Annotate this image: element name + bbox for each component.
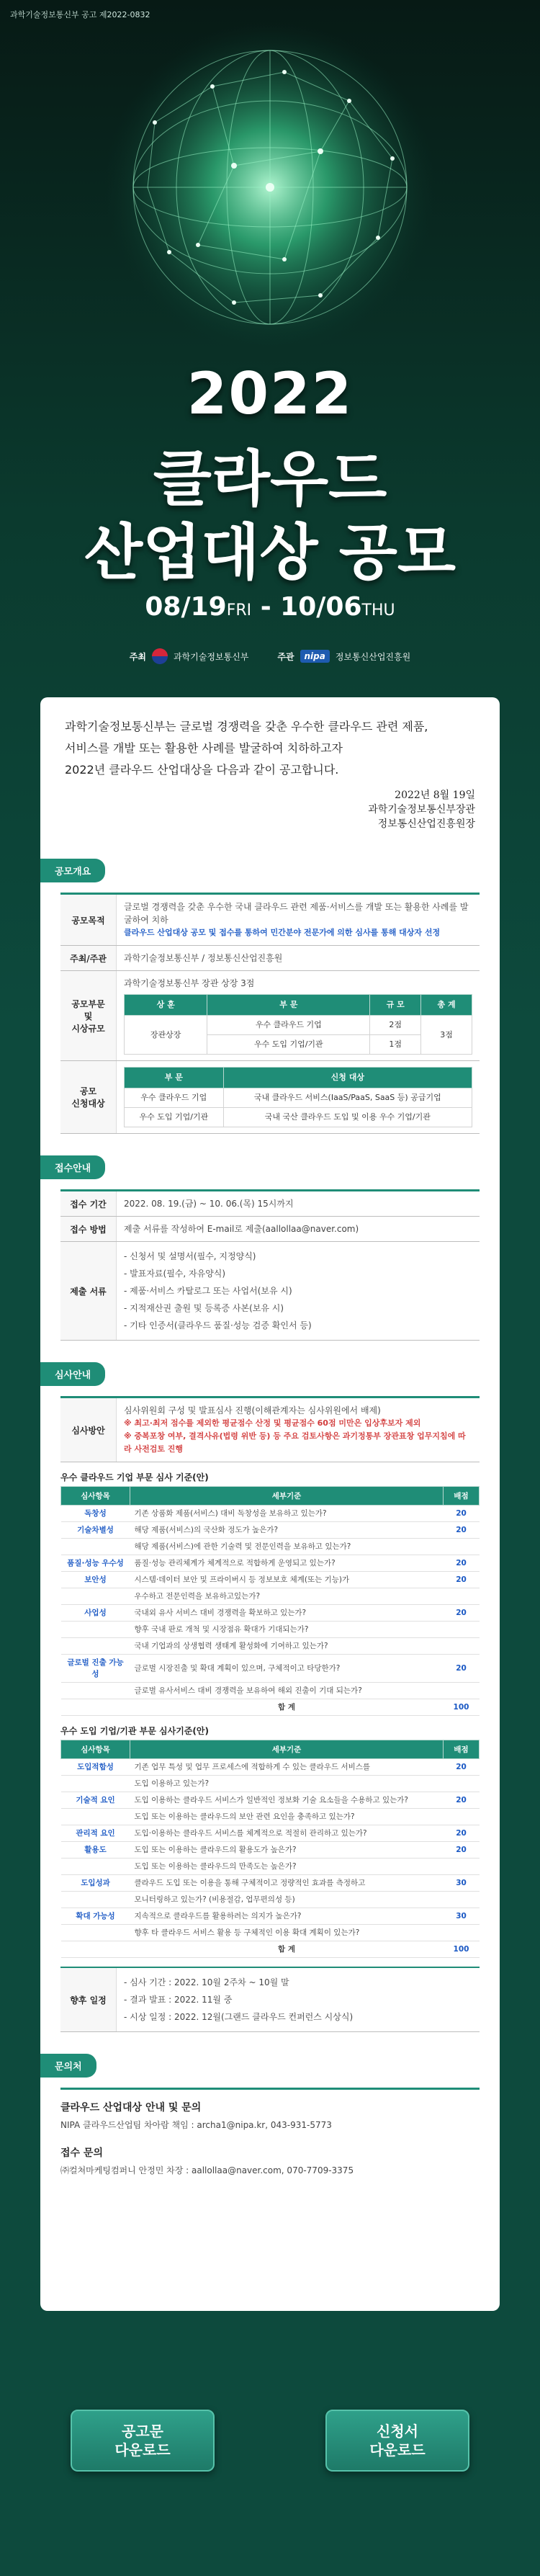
prize-label-line: 및 bbox=[84, 1011, 93, 1021]
target-value bbox=[117, 1061, 480, 1133]
table-row bbox=[61, 1539, 480, 1555]
method-label: 접수 방법 bbox=[60, 1217, 117, 1241]
method-row bbox=[60, 1217, 480, 1242]
criteria-category bbox=[61, 1776, 130, 1792]
organizer-name: 과학기술정보통신부 bbox=[173, 651, 249, 662]
criteria-category: 기술적 요인 bbox=[61, 1792, 130, 1809]
criteria-category: 도입적합성 bbox=[61, 1759, 130, 1776]
list-item: - 제품·서비스 카탈로그 또는 사업서(보유 시) bbox=[124, 1286, 292, 1296]
date-end-day: THU bbox=[361, 601, 395, 620]
table1-title: 우수 클라우드 기업 부문 심사 기준(안) bbox=[60, 1472, 209, 1482]
docs-list bbox=[124, 1248, 472, 1334]
prize-category: 우수 도입 기업/기관 bbox=[207, 1035, 370, 1055]
criteria-category: 글로벌 진출 가능성 bbox=[61, 1655, 130, 1683]
table-header: 부 문 bbox=[207, 995, 370, 1016]
criteria-score bbox=[444, 1622, 480, 1638]
section-contact bbox=[55, 2054, 480, 2176]
prize-label bbox=[60, 971, 117, 1060]
prize-table bbox=[124, 994, 472, 1055]
table-row bbox=[61, 1759, 480, 1776]
table-row bbox=[61, 1605, 480, 1622]
criteria-category: 기술차별성 bbox=[61, 1522, 130, 1539]
criteria-desc: 도입 이용하고 있는가? bbox=[130, 1776, 444, 1792]
target-desc: 국내 클라우드 서비스(IaaS/PaaS, SaaS 등) 공급기업 bbox=[223, 1088, 472, 1108]
section-overview bbox=[55, 859, 480, 1134]
table-row bbox=[61, 1892, 480, 1908]
taegeuk-logo-icon bbox=[152, 648, 168, 664]
hero-title-line3: 산업대상 공모 bbox=[84, 517, 456, 588]
prize-count: 1점 bbox=[370, 1035, 421, 1055]
button-label: 다운로드 bbox=[114, 2441, 171, 2459]
criteria-score bbox=[444, 1683, 480, 1699]
criteria-category: 독창성 bbox=[61, 1506, 130, 1522]
organizer-label: 주최 bbox=[129, 651, 146, 662]
total-label: 합 계 bbox=[130, 1699, 444, 1716]
criteria-category bbox=[61, 1638, 130, 1655]
criteria-desc: 도입 이용하는 클라우드 서비스가 일반적인 정보화 기술 요소들을 수용하고 있는가? bbox=[130, 1792, 444, 1809]
reception-info: ㈜컬쳐마케팅컴퍼니 안정민 차장 : aallollaa@naver.com, 070-7709-3375 bbox=[60, 2165, 354, 2175]
purpose-row bbox=[60, 895, 480, 946]
target-category: 우수 클라우드 기업 bbox=[125, 1088, 224, 1108]
target-label bbox=[60, 1061, 117, 1133]
section-header: 문의처 bbox=[40, 2054, 96, 2078]
section-review bbox=[55, 1362, 480, 2032]
section-apply bbox=[55, 1155, 480, 1341]
criteria-desc: 국내외 유사 서비스 대비 경쟁력을 확보하고 있는가? bbox=[130, 1605, 444, 1622]
section-header: 심사안내 bbox=[40, 1362, 105, 1386]
table-row bbox=[61, 1572, 480, 1588]
review-note: ※ 중복포창 여부, 결격사유(법령 위반 등) 등 주요 검토사항은 과기정통부 장관표창 업무지침에 따라 사전검토 진행 bbox=[124, 1431, 466, 1454]
operator bbox=[277, 650, 410, 663]
criteria-desc: 클라우드 도입 또는 이용을 통해 구체적이고 정량적인 효과를 측정하고 bbox=[130, 1875, 444, 1892]
table-header: 총 계 bbox=[421, 995, 472, 1016]
table-header: 부 문 bbox=[125, 1068, 224, 1088]
hero-year: 2022 bbox=[186, 360, 354, 427]
hero-dates bbox=[0, 592, 540, 622]
review-note: ※ 최고·최저 점수를 제외한 평균점수 산정 및 평균점수 60점 미만은 입상후보자 제외 bbox=[124, 1418, 421, 1428]
schedule-label: 향후 일정 bbox=[60, 1968, 117, 2031]
prize-award: 장관상장 bbox=[125, 1016, 207, 1055]
host-value: 과학기술정보통신부 / 정보통신산업진흥원 bbox=[124, 953, 283, 963]
prize-row bbox=[60, 971, 480, 1061]
method-value: 제출 서류를 작성하여 E-mail로 제출(aallollaa@naver.com) bbox=[124, 1224, 359, 1234]
criteria-score: 20 bbox=[444, 1825, 480, 1842]
criteria-desc: 지속적으로 클라우드를 활용하려는 의지가 높은가? bbox=[130, 1908, 444, 1925]
criteria-score: 20 bbox=[444, 1759, 480, 1776]
table-row bbox=[61, 1506, 480, 1522]
criteria-desc: 해당 제품(서비스)에 관한 기술력 및 전문인력을 보유하고 있는가? bbox=[130, 1539, 444, 1555]
reception-title: 접수 문의 bbox=[60, 2147, 103, 2159]
target-label-line: 공모 bbox=[79, 1086, 97, 1096]
button-label: 공고문 bbox=[122, 2423, 163, 2440]
criteria-desc: 도입 또는 이용하는 클라우드의 만족도는 높은가? bbox=[130, 1859, 444, 1875]
divider bbox=[60, 2088, 480, 2090]
prize-title: 과학기술정보통신부 장관 상장 3점 bbox=[124, 978, 255, 988]
table-row bbox=[61, 1842, 480, 1859]
organizer bbox=[130, 648, 249, 664]
schedule-row bbox=[60, 1967, 480, 2032]
list-item: - 지적재산권 출원 및 등록증 사본(보유 시) bbox=[124, 1303, 284, 1313]
criteria-category: 보안성 bbox=[61, 1572, 130, 1588]
criteria-category bbox=[61, 1859, 130, 1875]
criteria-score bbox=[444, 1859, 480, 1875]
intro-line: 2022년 클라우드 산업대상을 다음과 같이 공고합니다. bbox=[65, 763, 339, 777]
table-row bbox=[61, 1776, 480, 1792]
table-total-row bbox=[61, 1941, 480, 1958]
table-header: 규 모 bbox=[370, 995, 421, 1016]
list-item: - 기타 인증서(클라우드 품질·성능 검증 확인서 등) bbox=[124, 1320, 312, 1331]
signature bbox=[40, 781, 500, 831]
table-header: 배점 bbox=[444, 1487, 480, 1506]
criteria-category bbox=[61, 1588, 130, 1605]
list-item: - 심사 기간 : 2022. 10월 2주차 ~ 10월 말 bbox=[124, 1977, 289, 1987]
table2-title: 우수 도입 기업/기관 부문 심사기준(안) bbox=[60, 1726, 209, 1736]
criteria-category bbox=[61, 1892, 130, 1908]
schedule-list bbox=[124, 1974, 472, 2026]
criteria-score bbox=[444, 1588, 480, 1605]
table-header: 심사항목 bbox=[61, 1487, 130, 1506]
docs-label: 제출 서류 bbox=[60, 1242, 117, 1340]
criteria-desc: 기존 업무 특성 및 업무 프로세스에 적합하게 수 있는 클라우드 서비스를 bbox=[130, 1759, 444, 1776]
criteria-category: 활용도 bbox=[61, 1842, 130, 1859]
review-method-row bbox=[60, 1398, 480, 1462]
table-row bbox=[61, 1638, 480, 1655]
table-row bbox=[61, 1792, 480, 1809]
criteria-score: 20 bbox=[444, 1522, 480, 1539]
contact-title: 클라우드 산업대상 안내 및 문의 bbox=[60, 2102, 202, 2114]
criteria-category: 확대 가능성 bbox=[61, 1908, 130, 1925]
table-row bbox=[61, 1522, 480, 1539]
button-label: 신청서 bbox=[377, 2423, 418, 2440]
host-row bbox=[60, 946, 480, 971]
table-row bbox=[61, 1622, 480, 1638]
total-label: 합 계 bbox=[130, 1941, 444, 1958]
notice-download-button[interactable] bbox=[71, 2410, 215, 2472]
criteria-category: 관리적 요인 bbox=[61, 1825, 130, 1842]
criteria-score bbox=[444, 1539, 480, 1555]
review-method-text: 심사위원회 구성 및 발표심사 진행(이해관계자는 심사위원에서 배제) bbox=[124, 1405, 381, 1416]
table-header: 신청 대상 bbox=[223, 1068, 472, 1088]
criteria-category bbox=[61, 1925, 130, 1941]
review-table-company bbox=[60, 1486, 480, 1716]
intro-line: 과학기술정보통신부는 글로벌 경쟁력을 갖춘 우수한 클라우드 관련 제품, bbox=[65, 720, 428, 733]
button-label: 다운로드 bbox=[369, 2441, 426, 2459]
hosts bbox=[0, 648, 540, 664]
target-row bbox=[60, 1061, 480, 1134]
criteria-score: 30 bbox=[444, 1908, 480, 1925]
period-row bbox=[60, 1191, 480, 1217]
criteria-score: 20 bbox=[444, 1655, 480, 1683]
table-row bbox=[61, 1875, 480, 1892]
table-total-row bbox=[61, 1699, 480, 1716]
docs-row bbox=[60, 1242, 480, 1341]
schedule-value bbox=[117, 1968, 480, 2031]
notice-date: 2022년 8월 19일 bbox=[395, 790, 475, 801]
network-globe-graphic bbox=[68, 22, 472, 353]
criteria-score: 20 bbox=[444, 1792, 480, 1809]
intro-text bbox=[40, 697, 500, 781]
table-row bbox=[61, 1655, 480, 1683]
intro-line: 서비스를 개발 또는 활용한 사례를 발굴하여 치하하고자 bbox=[65, 741, 343, 755]
criteria-desc: 모니터링하고 있는가? (비용절감, 업무편의성 등) bbox=[130, 1892, 444, 1908]
target-table bbox=[124, 1067, 472, 1127]
period-label: 접수 기간 bbox=[60, 1191, 117, 1216]
criteria-score bbox=[444, 1809, 480, 1825]
list-item: - 시상 일정 : 2022. 12월(그랜드 클라우드 컨퍼런스 시상식) bbox=[124, 2012, 354, 2022]
criteria-category: 도입성과 bbox=[61, 1875, 130, 1892]
prize-value bbox=[117, 971, 480, 1060]
list-item: - 결과 발표 : 2022. 11월 중 bbox=[124, 1995, 233, 2005]
criteria-desc: 글로벌 시장진출 및 확대 계획이 있으며, 구체적이고 타당한가? bbox=[130, 1655, 444, 1683]
signer-2: 정보통신산업진흥원장 bbox=[377, 818, 475, 830]
criteria-score: 20 bbox=[444, 1605, 480, 1622]
hero-title-line2: 클라우드 bbox=[153, 444, 387, 514]
prize-category: 우수 클라우드 기업 bbox=[207, 1016, 370, 1035]
criteria-score: 20 bbox=[444, 1572, 480, 1588]
period-value: 2022. 08. 19.(금) ~ 10. 06.(목) 15시까지 bbox=[124, 1199, 294, 1209]
criteria-desc: 우수하고 전문인력을 보유하고있는가? bbox=[130, 1588, 444, 1605]
prize-label-line: 시상규모 bbox=[71, 1023, 105, 1034]
date-end: 10/06 bbox=[280, 592, 362, 622]
criteria-desc: 기존 상품화 제품(서비스) 대비 독창성을 보유하고 있는가? bbox=[130, 1506, 444, 1522]
criteria-category bbox=[61, 1622, 130, 1638]
criteria-score bbox=[444, 1892, 480, 1908]
table-row bbox=[61, 1588, 480, 1605]
section-header: 접수안내 bbox=[40, 1155, 105, 1179]
notice-number: 과학기술정보통신부 공고 제2022-0832 bbox=[10, 10, 150, 19]
signer-1: 과학기술정보통신부장관 bbox=[368, 804, 475, 815]
table-header: 배점 bbox=[444, 1740, 480, 1759]
purpose-label: 공모목적 bbox=[60, 895, 117, 945]
table-header: 상 훈 bbox=[125, 995, 207, 1016]
review-method-value bbox=[117, 1398, 480, 1462]
purpose-highlight: 클라우드 산업대상 공모 및 접수를 통하여 민간분야 전문가에 의한 심사를 통해 대상자 선정 bbox=[124, 928, 441, 937]
criteria-category: 사업성 bbox=[61, 1605, 130, 1622]
criteria-score: 20 bbox=[444, 1555, 480, 1572]
operator-label: 주관 bbox=[277, 651, 294, 662]
table-row bbox=[61, 1859, 480, 1875]
docs-value bbox=[117, 1242, 480, 1340]
prize-label-line: 공모부문 bbox=[71, 998, 105, 1009]
date-separator: - bbox=[251, 592, 281, 622]
criteria-desc: 향후 국내 판로 개척 및 시장점유 확대가 기대되는가? bbox=[130, 1622, 444, 1638]
criteria-desc: 도입 또는 이용하는 클라우드의 보안 관련 요인을 충족하고 있는가? bbox=[130, 1809, 444, 1825]
criteria-desc: 시스템·데이터 보안 및 프라이버시 등 정보보호 체계(또는 기능)가 bbox=[130, 1572, 444, 1588]
operator-name: 정보통신산업진흥원 bbox=[335, 651, 411, 662]
list-item: - 신청서 및 설명서(필수, 지정양식) bbox=[124, 1251, 256, 1261]
table-row bbox=[61, 1925, 480, 1941]
criteria-score bbox=[444, 1776, 480, 1792]
table-header: 세부기준 bbox=[130, 1740, 444, 1759]
criteria-category: 품질·성능 우수성 bbox=[61, 1555, 130, 1572]
notice-card bbox=[40, 697, 500, 2311]
target-label-line: 신청대상 bbox=[71, 1099, 105, 1109]
purpose-text: 글로벌 경쟁력을 갖춘 우수한 국내 클라우드 관련 제품·서비스를 개발 또는 활용한 사례를 발굴하여 치하 bbox=[124, 902, 469, 925]
table-row bbox=[61, 1683, 480, 1699]
criteria-score: 30 bbox=[444, 1875, 480, 1892]
criteria-category bbox=[61, 1683, 130, 1699]
total-score: 100 bbox=[444, 1941, 480, 1958]
prize-total: 3점 bbox=[421, 1016, 472, 1055]
target-category: 우수 도입 기업/기관 bbox=[125, 1108, 224, 1127]
table-row bbox=[61, 1555, 480, 1572]
criteria-desc: 향후 타 클라우드 서비스 활용 등 구체적인 이용 확대 계획이 있는가? bbox=[130, 1925, 444, 1941]
table-header: 심사항목 bbox=[61, 1740, 130, 1759]
table-row bbox=[61, 1825, 480, 1842]
section-header: 공모개요 bbox=[40, 859, 105, 882]
criteria-desc: 도입·이용하는 클라우드 서비스를 체계적으로 적절히 관리하고 있는가? bbox=[130, 1825, 444, 1842]
review-table-adoption bbox=[60, 1740, 480, 1958]
review-method-label: 심사방안 bbox=[60, 1398, 117, 1462]
table-row bbox=[61, 1908, 480, 1925]
criteria-score bbox=[444, 1925, 480, 1941]
criteria-desc: 국내 기업과의 상생협력 생태계 활성화에 기여하고 있는가? bbox=[130, 1638, 444, 1655]
criteria-score bbox=[444, 1638, 480, 1655]
criteria-desc: 품질·성능 관리체계가 체계적으로 적합하게 운영되고 있는가? bbox=[130, 1555, 444, 1572]
criteria-category bbox=[61, 1539, 130, 1555]
hero-banner bbox=[0, 0, 540, 684]
table-header: 세부기준 bbox=[130, 1487, 444, 1506]
purpose-value bbox=[117, 895, 480, 945]
date-start: 08/19 bbox=[145, 592, 227, 622]
criteria-score: 20 bbox=[444, 1506, 480, 1522]
date-start-day: FRI bbox=[226, 601, 252, 620]
contact-info: NIPA 클라우드산업팀 차아람 책임 : archa1@nipa.kr, 043-931-5773 bbox=[60, 2120, 332, 2130]
criteria-score: 20 bbox=[444, 1842, 480, 1859]
criteria-category bbox=[61, 1809, 130, 1825]
criteria-desc: 도입 또는 이용하는 클라우드의 활용도가 높은가? bbox=[130, 1842, 444, 1859]
table-row bbox=[61, 1809, 480, 1825]
criteria-desc: 해당 제품(서비스)의 국산화 정도가 높은가? bbox=[130, 1522, 444, 1539]
total-score: 100 bbox=[444, 1699, 480, 1716]
host-label: 주최/주관 bbox=[60, 946, 117, 970]
application-download-button[interactable] bbox=[325, 2410, 469, 2472]
list-item: - 발표자료(필수, 자유양식) bbox=[124, 1269, 226, 1279]
nipa-logo-icon: nipa bbox=[300, 650, 330, 663]
prize-count: 2점 bbox=[370, 1016, 421, 1035]
criteria-desc: 글로벌 유사서비스 대비 경쟁력을 보유하여 해외 진출이 기대 되는가? bbox=[130, 1683, 444, 1699]
target-desc: 국내 국산 클라우드 도입 및 이용 우수 기업/기관 bbox=[223, 1108, 472, 1127]
